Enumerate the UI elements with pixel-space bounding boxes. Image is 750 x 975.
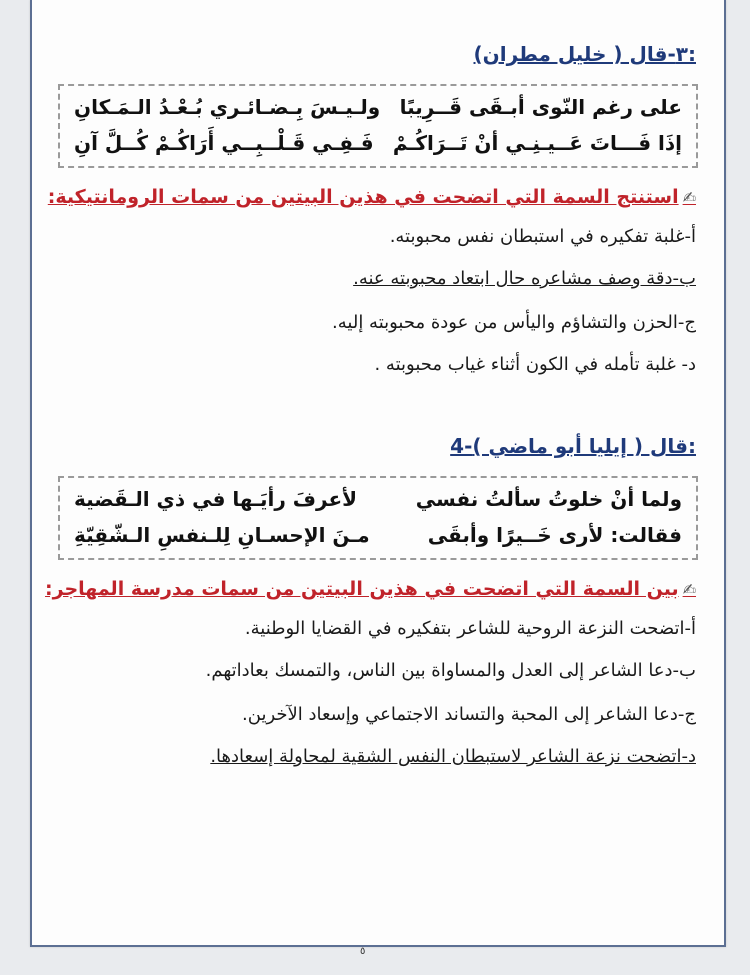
section1-question-text: استنتج السمة التي اتضحت في هذين البيتين من سمات الرومانتيكية: <box>47 186 679 208</box>
section2-option-d: د-اتضحت نزعة الشاعر لاستبطان النفس الشقية لمحاولة إسعادها. <box>210 746 696 767</box>
section1-option-c: ج-الحزن والتشاؤم واليأس من عودة محبوبته إليه. <box>332 312 696 333</box>
pencil-icon: ✍ <box>682 579 696 599</box>
section2-option-a: أ-اتضحت النزعة الروحية للشاعر بتفكيره في القضايا الوطنية. <box>244 618 696 639</box>
section1-verse-2 <box>74 128 682 158</box>
page-number: ٥ <box>360 946 366 957</box>
section2-verse-1 <box>74 484 682 514</box>
pencil-icon: ✍ <box>682 187 696 207</box>
verse-second-hemistich: مـنَ الإحسـانِ لِلـنفسِ الـشّقِيّةِ <box>74 523 370 547</box>
section1-option-b: ب-دقة وصف مشاعره حال ابتعاد محبوبته عنه. <box>353 268 696 289</box>
verse-first-hemistich: إذَا فَـــاتَ عَــيـنِـي أنْ تَــرَاكُـمْ <box>392 131 682 155</box>
section2-heading: 4-قال ( إيليا أبو ماضي ): <box>450 434 696 458</box>
section1-option-a: أ-غلبة تفكيره في استبطان نفس محبوبته. <box>389 226 696 247</box>
section1-verse-1 <box>74 92 682 122</box>
section1-question <box>48 186 696 208</box>
section2-poem-box <box>58 476 698 560</box>
section2-question-text: بين السمة التي اتضحت في هذين البيتين من سمات مدرسة المهاجر: <box>45 578 679 600</box>
section2-option-c: ج-دعا الشاعر إلى المحبة والتساند الاجتماعي وإسعاد الآخرين. <box>242 704 696 725</box>
section1-poem-box <box>58 84 698 168</box>
verse-second-hemistich: لأعرفَ رأيَـها في ذي الـقَضية <box>74 487 358 511</box>
section2-option-b: ب-دعا الشاعر إلى العدل والمساواة بين الناس، والتمسك بعاداتهم. <box>205 660 696 681</box>
verse-second-hemistich: فَـفِـي قَـلْــبِــي أَرَاكُـمْ كُــلَّ آنِ <box>74 131 374 155</box>
verse-first-hemistich: ولما أنْ خلوتُ سألتُ نفسي <box>415 487 682 511</box>
section1-heading: ٣-قال ( خليل مطران): <box>473 42 696 66</box>
verse-second-hemistich: ولـيـسَ بِـضـائـري بُـعْـدُ الـمَـكانِ <box>74 95 381 119</box>
verse-first-hemistich: على رغم النّوى أبـقَى قَــرِيبًا <box>399 95 682 119</box>
section1-option-d: د- غلبة تأمله في الكون أثناء غياب محبوبته . <box>374 354 696 375</box>
section2-question <box>45 578 696 600</box>
section2-verse-2 <box>74 520 682 550</box>
worksheet-page <box>30 0 726 947</box>
verse-first-hemistich: فقالت: لأرى خَــيرًا وأبقَى <box>427 523 682 547</box>
